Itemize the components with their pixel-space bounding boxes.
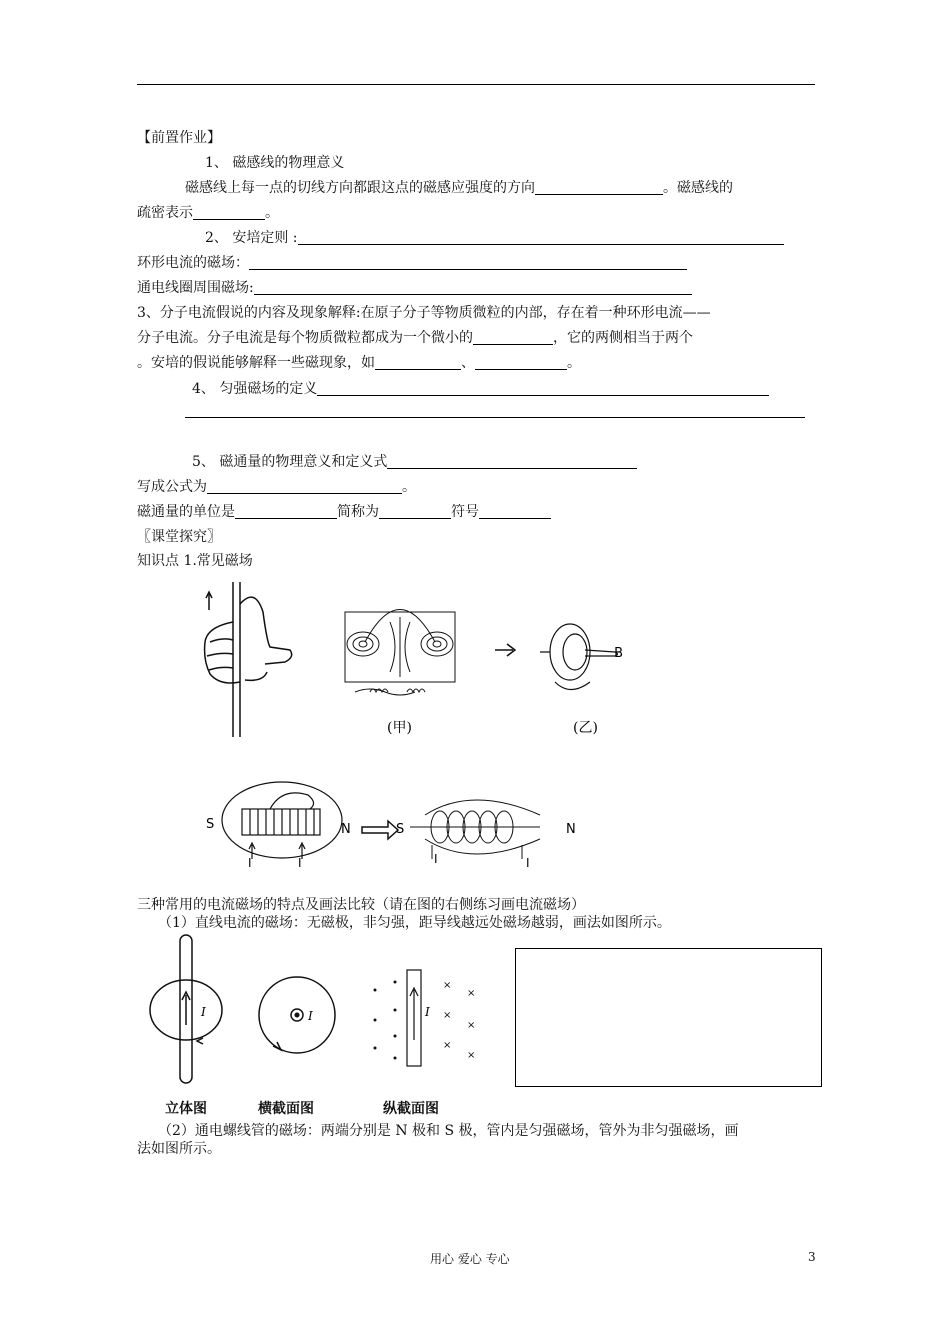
q2-blank-rule[interactable] xyxy=(298,230,784,245)
q1-text-c: 疏密表示 xyxy=(137,205,193,221)
page-number: 3 xyxy=(808,1250,816,1264)
compare-title: 三种常用的电流磁场的特点及画法比较（请在图的右侧练习画电流磁场） xyxy=(137,897,585,913)
q1-blank-density[interactable] xyxy=(193,205,265,220)
q3-blank-3[interactable] xyxy=(475,355,567,370)
q5-formula-label: 写成公式为 xyxy=(137,479,207,495)
header-rule xyxy=(137,84,815,85)
q5-abbr-label: 简称为 xyxy=(337,504,379,520)
q5-formula-end: 。 xyxy=(402,479,416,495)
svg-text:×: × xyxy=(467,1050,476,1061)
q2-blank-coil[interactable] xyxy=(254,280,692,295)
label-S-2: S xyxy=(396,822,405,837)
q5-line xyxy=(192,453,637,471)
q3-blank-2[interactable] xyxy=(375,355,461,370)
3d-view-drawing xyxy=(150,935,222,1083)
q5-blank-symbol[interactable] xyxy=(479,504,551,519)
label-I-1: I xyxy=(248,856,252,870)
svg-text:×: × xyxy=(467,988,476,999)
q3-text-c: 。安培的假说能够解释一些磁现象，如 xyxy=(137,355,375,371)
label-yi: (乙) xyxy=(573,720,598,736)
q4-line xyxy=(192,380,769,398)
q5-formula-line xyxy=(137,478,416,496)
item-2-solenoid-line2: 法如图所示。 xyxy=(137,1141,221,1157)
q3-line2 xyxy=(137,329,693,347)
q5-unit-line xyxy=(137,503,551,521)
q3-text-d: 、 xyxy=(461,355,475,371)
longitudinal-section-drawing xyxy=(407,970,421,1066)
field-yi-drawing xyxy=(540,624,618,690)
label-N-2: N xyxy=(566,822,576,837)
q2-coil-line xyxy=(137,279,692,297)
q1-text-d: 。 xyxy=(265,205,279,221)
q3-blank-1[interactable] xyxy=(473,330,553,345)
q4-blank-1[interactable] xyxy=(317,381,769,396)
q3-text-a: 分子电流。分子电流是每个物质微粒都成为一个微小的 xyxy=(137,330,473,346)
label-S-1: S xyxy=(206,817,215,832)
item-2-solenoid-line1: （2）通电螺线管的磁场：两端分别是 N 极和 S 极，管内是匀强磁场，管外为非匀强磁场，画 xyxy=(158,1123,739,1139)
q2-ring-line xyxy=(137,254,687,272)
section-pre-heading: 【前置作业】 xyxy=(137,130,221,146)
field-jia-drawing xyxy=(345,610,455,696)
caption-3d-view: 立体图 xyxy=(165,1101,207,1117)
practice-drawing-box[interactable] xyxy=(515,948,822,1087)
solenoid-hand-drawing xyxy=(222,782,342,859)
knowledge-point-1: 知识点 1.常见磁场 xyxy=(137,553,253,569)
svg-text:×: × xyxy=(467,1020,476,1031)
q5-symbol-label: 符号 xyxy=(451,504,479,520)
footer-slogan: 用心 爱心 专心 xyxy=(430,1252,510,1266)
label-I-4: I xyxy=(526,856,530,870)
q3-line3 xyxy=(137,354,581,372)
q5-blank-def[interactable] xyxy=(387,454,637,469)
solenoid-figure xyxy=(200,775,590,875)
label-I-3d: I xyxy=(201,1005,206,1019)
cross-section-drawing xyxy=(259,977,335,1053)
caption-cross-section: 横截面图 xyxy=(258,1101,314,1117)
q5-blank-unit[interactable] xyxy=(235,504,337,519)
svg-text:×: × xyxy=(443,1010,452,1021)
label-B: B xyxy=(614,646,623,661)
caption-longitudinal-section: 纵截面图 xyxy=(383,1101,439,1117)
q4-blank-2[interactable] xyxy=(185,403,805,418)
q5-unit-label: 磁通量的单位是 xyxy=(137,504,235,520)
label-I-2: I xyxy=(298,856,302,870)
q2-title: 2、 安培定则 : xyxy=(205,230,298,246)
label-I-cross: I xyxy=(308,1009,313,1023)
q3-text-e: 。 xyxy=(567,355,581,371)
label-N-1: N xyxy=(341,822,351,837)
q1-line2 xyxy=(137,204,279,222)
q5-title: 5、 磁通量的物理意义和定义式 xyxy=(192,454,388,470)
field-dots-left xyxy=(374,980,476,1061)
q3-text-b: ，它的两侧相当于两个 xyxy=(553,330,693,346)
q1-line1 xyxy=(185,179,733,197)
label-jia: (甲) xyxy=(387,720,412,736)
q1-text-a: 磁感线上每一点的切线方向都跟这点的磁感应强度的方向 xyxy=(185,180,535,196)
q2-coil-label: 通电线圈周围磁场: xyxy=(137,280,254,296)
right-hand-rule-drawing xyxy=(205,582,292,737)
label-I-3: I xyxy=(434,852,438,866)
q2-line xyxy=(205,229,784,247)
svg-text:×: × xyxy=(443,980,452,991)
q1-text-b: 。磁感线的 xyxy=(663,180,733,196)
solenoid-field-drawing xyxy=(410,800,540,859)
straight-current-figure xyxy=(145,930,490,1090)
q1-title: 1、 磁感线的物理意义 xyxy=(205,155,345,171)
q1-blank-direction[interactable] xyxy=(535,180,663,195)
class-section-heading: 〖课堂探究〗 xyxy=(137,529,221,545)
q2-ring-label: 环形电流的磁场： xyxy=(137,255,249,271)
item-1-straight-current: （1）直线电流的磁场：无磁极，非匀强，距导线越远处磁场越弱，画法如图所示。 xyxy=(158,915,671,931)
arrow-right-icon xyxy=(362,821,398,839)
label-I-long: I xyxy=(425,1005,430,1019)
svg-text:×: × xyxy=(443,1040,452,1051)
q5-blank-abbr[interactable] xyxy=(379,504,451,519)
q2-blank-ring[interactable] xyxy=(249,255,687,270)
arrow-right-icon xyxy=(495,644,515,656)
q4-title: 4、 匀强磁场的定义 xyxy=(192,381,318,397)
q5-blank-formula[interactable] xyxy=(207,479,402,494)
q3-line1: 3、分子电流假说的内容及现象解释:在原子分子等物质微粒的内部，存在着一种环形电流—— xyxy=(137,305,711,321)
common-fields-figure xyxy=(195,582,625,742)
